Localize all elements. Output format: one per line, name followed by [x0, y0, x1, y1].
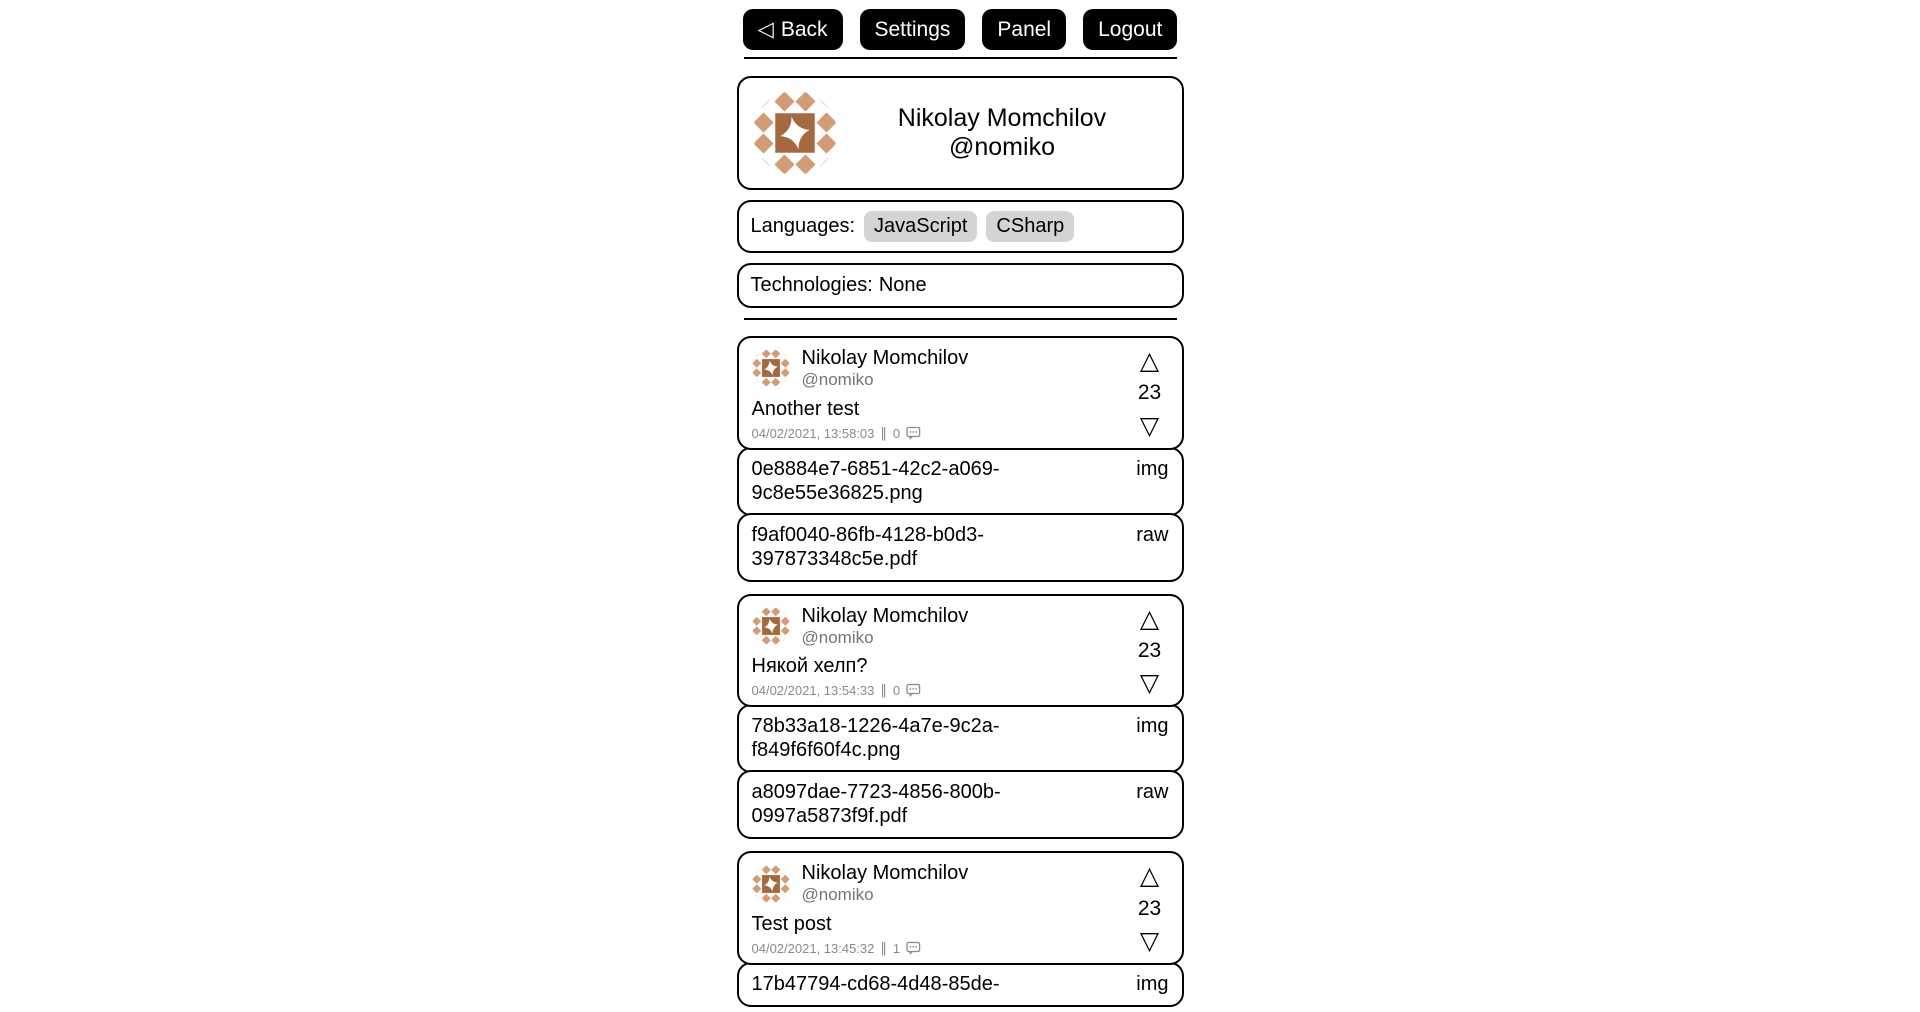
profile-avatar: [753, 91, 837, 175]
post-title: Някой хелп?: [751, 655, 868, 678]
comment-count: 1: [892, 940, 901, 956]
downvote-button[interactable]: ▽: [1139, 668, 1160, 698]
upvote-button[interactable]: △: [1139, 346, 1160, 376]
post-meta: [752, 683, 1130, 698]
post-timestamp: 04/02/2021, 13:54:33: [751, 683, 875, 699]
comment-count: 0: [892, 425, 901, 441]
upvote-button[interactable]: △: [1139, 603, 1160, 633]
post-votes: [1130, 862, 1170, 956]
post-main: [752, 862, 1130, 956]
post: [737, 851, 1184, 1007]
profile-name: Nikolay Momchilov: [897, 103, 1107, 132]
languages-label: Languages:: [750, 215, 856, 238]
post-author-handle: @nomiko: [801, 885, 874, 905]
post-author: [752, 605, 1130, 648]
post-author-avatar: [752, 607, 790, 645]
post-votes: [1130, 605, 1170, 699]
language-badge: CSharp: [986, 211, 1074, 242]
comment-count: 0: [892, 683, 901, 699]
post-title: Another test: [751, 397, 860, 420]
technologies-value: None: [878, 274, 927, 297]
vote-count: 23: [1137, 381, 1162, 405]
back-label: Back: [780, 18, 828, 41]
attachment-row[interactable]: [737, 513, 1184, 582]
post-votes: [1130, 347, 1170, 441]
post-author-avatar: [752, 349, 790, 387]
attachment-filename: a8097dae-7723-4856-800b-0997a5873f9f.pdf: [751, 781, 1001, 828]
feed-divider: [744, 318, 1177, 320]
post-author-name: Nikolay Momchilov: [801, 604, 969, 627]
comments-icon: [906, 683, 921, 698]
back-button[interactable]: [743, 9, 843, 50]
profile-names: [837, 104, 1168, 163]
post-author-name: Nikolay Momchilov: [801, 347, 969, 370]
attachment-filename: f9af0040-86fb-4128-b0d3-397873348c5e.pdf: [751, 523, 984, 570]
meta-separator-icon: ‖: [880, 425, 887, 441]
toolbar: [737, 9, 1184, 50]
post: [737, 336, 1184, 582]
back-icon: ◁: [757, 17, 774, 41]
technologies-label: Technologies:: [750, 274, 873, 297]
comments-icon: [906, 941, 921, 956]
upvote-button[interactable]: △: [1139, 861, 1160, 891]
attachment-filename: 78b33a18-1226-4a7e-9c2a-f849f6f60f4c.png: [751, 715, 1000, 762]
attachment-type: img: [1136, 972, 1169, 995]
meta-separator-icon: ‖: [880, 683, 887, 699]
logout-button[interactable]: Logout: [1083, 9, 1177, 50]
post-author-name: Nikolay Momchilov: [801, 862, 969, 885]
vote-count: 23: [1137, 896, 1162, 920]
attachment-row[interactable]: [737, 770, 1184, 839]
settings-button[interactable]: Settings: [860, 9, 966, 50]
profile-handle: @nomiko: [949, 133, 1055, 162]
post-main: [752, 605, 1130, 699]
downvote-button[interactable]: ▽: [1139, 925, 1160, 955]
attachment-filename: 0e8884e7-6851-42c2-a069-9c8e55e36825.png: [751, 457, 1000, 504]
attachment-type: raw: [1136, 781, 1169, 804]
post-timestamp: 04/02/2021, 13:58:03: [751, 425, 875, 441]
panel-button[interactable]: Panel: [982, 9, 1066, 50]
attachment-row[interactable]: [737, 447, 1184, 516]
downvote-button[interactable]: ▽: [1139, 410, 1160, 440]
post-author-handle: @nomiko: [801, 370, 874, 390]
meta-separator-icon: ‖: [880, 940, 887, 956]
post-card[interactable]: [737, 594, 1184, 708]
languages-card: [737, 200, 1184, 253]
profile-card: [737, 76, 1184, 190]
post-author: [752, 862, 1130, 905]
post: [737, 594, 1184, 840]
post-timestamp: 04/02/2021, 13:45:32: [751, 940, 875, 956]
language-badge: JavaScript: [864, 211, 977, 242]
attachment-row[interactable]: [737, 704, 1184, 773]
attachment-type: img: [1136, 457, 1169, 480]
post-author: [752, 347, 1130, 390]
post-author-avatar: [752, 865, 790, 903]
attachment-row[interactable]: [737, 962, 1184, 1007]
attachment-type: img: [1136, 715, 1169, 738]
post-meta: [752, 426, 1130, 441]
attachment-type: raw: [1136, 523, 1169, 546]
post-meta: [752, 941, 1130, 956]
post-card[interactable]: [737, 851, 1184, 965]
post-author-handle: @nomiko: [801, 627, 874, 647]
vote-count: 23: [1137, 638, 1162, 662]
comments-icon: [906, 426, 921, 441]
post-card[interactable]: [737, 336, 1184, 450]
post-main: [752, 347, 1130, 441]
profile-page: [737, 0, 1184, 1007]
attachment-filename: 17b47794-cd68-4d48-85de-: [751, 972, 1000, 995]
technologies-card: [737, 263, 1184, 308]
post-title: Test post: [751, 912, 832, 935]
top-divider: [744, 57, 1177, 59]
